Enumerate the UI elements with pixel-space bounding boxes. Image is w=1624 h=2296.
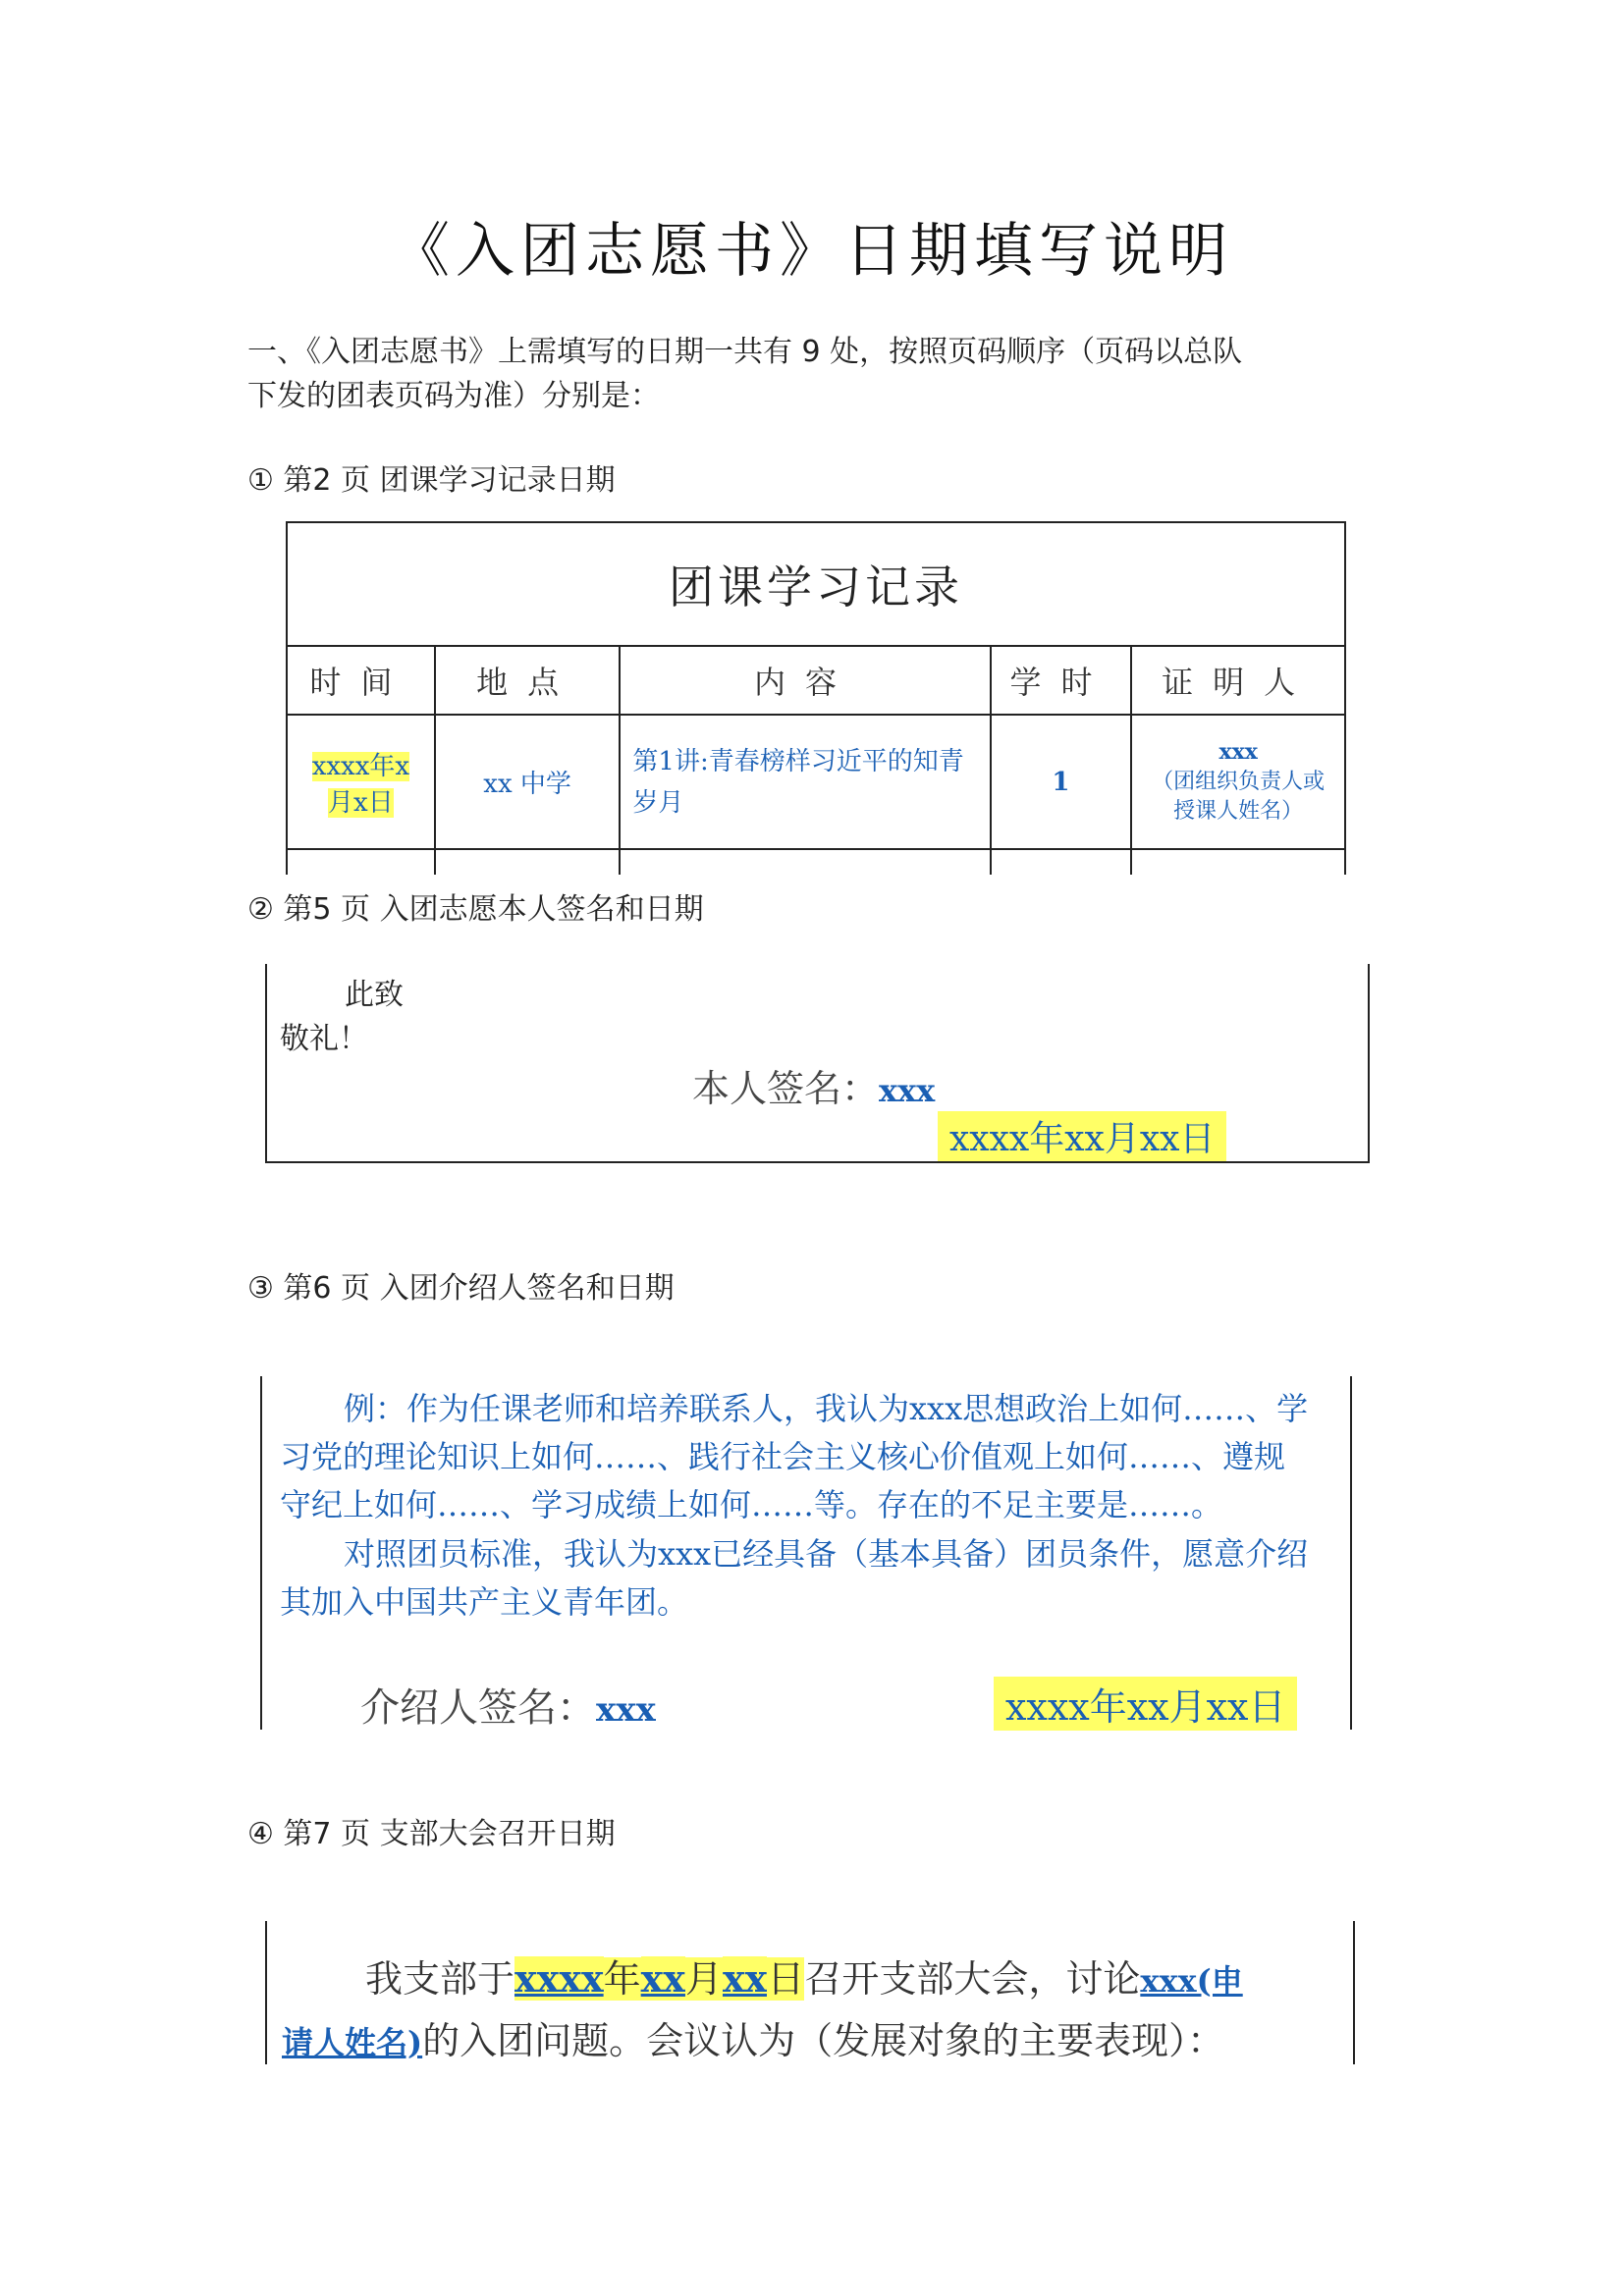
cell-place: xx 中学 <box>435 715 621 849</box>
date-b: 月x日 <box>328 787 394 818</box>
item-4-label: ④ 第7 页 支部大会召开日期 <box>247 1817 616 1851</box>
month-char: 月 <box>684 1957 723 2001</box>
meeting-month: xx <box>640 1956 685 2001</box>
signature-date: xxxx年xx月xx日 <box>938 1111 1226 1161</box>
salute: 敬礼！ <box>280 1022 368 1056</box>
cell-hours: 1 <box>991 715 1132 849</box>
opinion-line-5: 其加入中国共产主义青年团。 <box>280 1583 689 1621</box>
sign-label: 本人签名： <box>692 1067 880 1110</box>
header-hours: 学时 <box>991 646 1132 715</box>
item-3-label: ③ 第6 页 入团介绍人签名和日期 <box>247 1271 675 1306</box>
intro-line-2: 下发的团表页码为准）分别是： <box>247 379 660 413</box>
meeting-line-1 <box>365 1949 1243 2002</box>
year-char: 年 <box>603 1957 641 2001</box>
introducer-date: xxxx年xx月xx日 <box>994 1677 1297 1731</box>
meeting-mid: 召开支部大会，讨论 <box>804 1957 1141 2001</box>
witness: xxx <box>1218 739 1258 765</box>
header-time: 时间 <box>287 646 435 715</box>
sign-value: xxx <box>879 1072 936 1109</box>
applicant-name: xxx(申 <box>1140 1962 1243 2000</box>
cell-date <box>287 715 435 849</box>
cell-witness <box>1131 715 1345 849</box>
intro-line-1: 一、《入团志愿书》上需填写的日期一共有 9 处，按照页码顺序（页码以总队 <box>247 335 1243 369</box>
header-witness: 证明人 <box>1131 646 1345 715</box>
header-content: 内容 <box>620 646 990 715</box>
opinion-line-3: 守纪上如何……、学习成绩上如何……等。存在的不足主要是……。 <box>280 1486 1223 1523</box>
opinion-line-2: 习党的理论知识上如何……、践行社会主义核心价值观上如何……、遵规 <box>280 1438 1286 1475</box>
cell-content: 第1讲:青春榜样习近平的知青岁月 <box>620 715 990 849</box>
introducer-sign-label: 介绍人签名： <box>360 1685 596 1731</box>
header-place: 地点 <box>435 646 621 715</box>
opinion-line-1: 例：作为任课老师和培养联系人，我认为xxx思想政治上如何……、学 <box>344 1390 1309 1427</box>
item-2-label: ② 第5 页 入团志愿本人签名和日期 <box>247 892 704 927</box>
witness-note: （团组织负责人或授课人姓名） <box>1152 770 1326 824</box>
item-1-label: ① 第2 页 团课学习记录日期 <box>247 463 616 498</box>
page-title: 《入团志愿书》日期填写说明 <box>391 217 1233 286</box>
meeting-day: xx <box>722 1956 768 2001</box>
meeting-suffix: 的入团问题。会议认为（发展对象的主要表现）： <box>422 2019 1225 2062</box>
table-title: 团课学习记录 <box>287 522 1345 646</box>
day-char: 日 <box>767 1957 805 2001</box>
greeting: 此致 <box>345 978 404 1012</box>
meeting-year: xxxx <box>514 1956 604 2001</box>
study-record-table <box>286 521 1346 875</box>
meeting-prefix: 我支部于 <box>365 1957 515 2001</box>
opinion-line-4: 对照团员标准，我认为xxx已经具备（基本具备）团员条件，愿意介绍 <box>344 1535 1309 1573</box>
introducer-sign-value: xxx <box>596 1690 656 1730</box>
applicant-name-cont: 请人姓名) <box>282 2024 423 2061</box>
date-a: xxxx年x <box>311 751 410 781</box>
meeting-line-2 <box>282 2010 1224 2064</box>
